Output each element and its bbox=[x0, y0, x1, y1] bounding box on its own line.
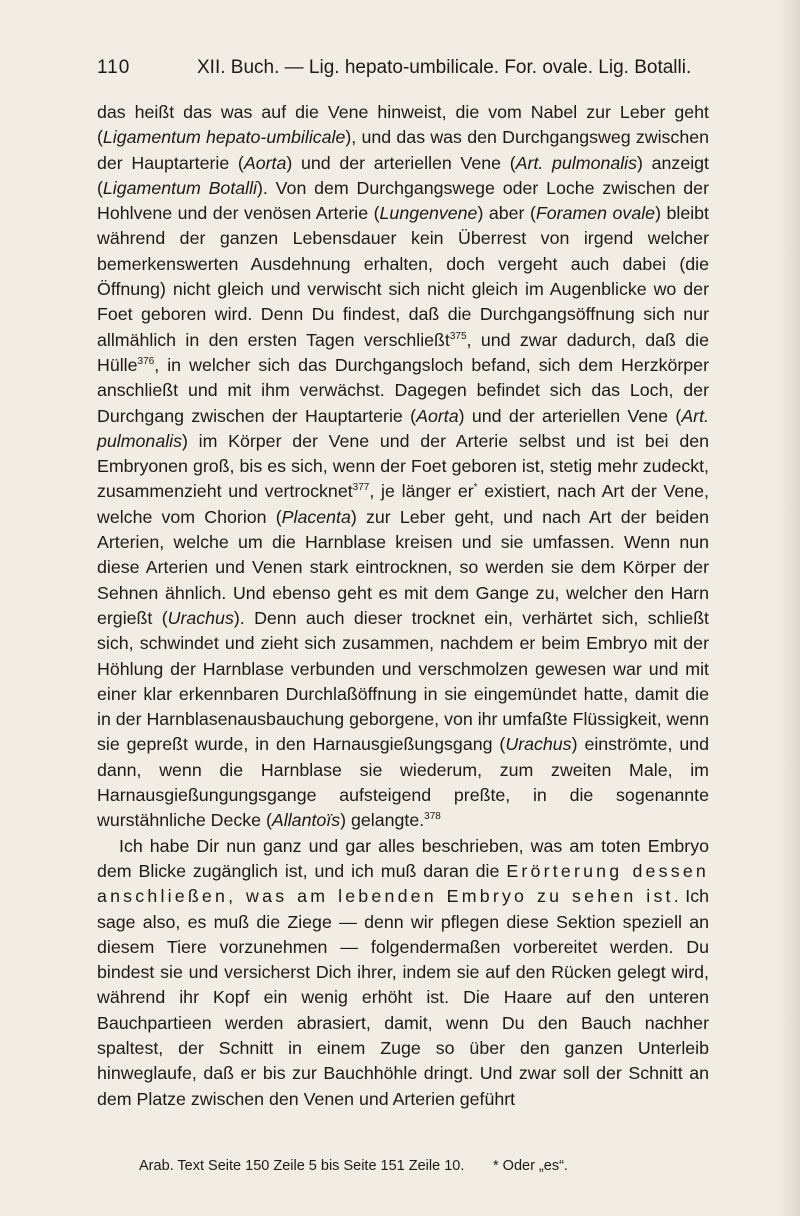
latin-term: Art. pulmonalis bbox=[97, 405, 709, 451]
footnote-marker: * bbox=[473, 482, 478, 494]
text-run: ) gelangte. bbox=[340, 810, 425, 831]
note-number: 378 bbox=[424, 811, 441, 823]
latin-term: Aorta bbox=[416, 405, 459, 426]
page-edge-shadow bbox=[778, 0, 800, 1216]
latin-term: Lungenvene bbox=[379, 203, 478, 224]
running-head: XII. Buch. — Lig. hepato-umbilicale. For. ovale. Lig. Botalli. bbox=[197, 57, 692, 78]
source-reference: Arab. Text Seite 150 Zeile 5 bis Seite 151 Zeile 10. bbox=[139, 1158, 465, 1174]
text-run: ) anzeigt ( bbox=[97, 152, 709, 198]
text-run: ). Von dem Durchgangswege oder Loche zwischen der Hohlvene und der venösen Arterie ( bbox=[97, 177, 709, 224]
text-run: ) zur Leber geht, und nach Art der beiden Arterien, welche um die Harnblase kreisen und sie umfassen. Wenn nun diese Arterien und Venen stark eintrocknen, so werden sie dem Körper der Sehnen ähnlich. Und ebenso geht es mit dem Gange zu, welcher den Harn ergießt ( bbox=[97, 506, 710, 628]
text-run: , und zwar dadurch, daß die Hülle bbox=[97, 329, 710, 375]
text-run: existiert, nach Art der Vene, welche vom Chorion ( bbox=[97, 481, 709, 527]
paragraph-2 bbox=[97, 834, 709, 1112]
text-run: ) und der arteriellen Vene ( bbox=[286, 152, 516, 173]
text-run: ) einströmte, und dann, wenn die Harnblase sie wiederum, zum zweiten Male, im Harnausgießungungsgange aufsteigend preßte, in die sogenannte wurstähnliche Decke ( bbox=[97, 734, 709, 831]
text-run: ). Denn auch dieser trocknet ein, verhärtet sich, schließt sich, schwindet und zieht sich zusammen, nachdem er beim Embryo mit der Höhlung der Harnblase verbunden und verschmolzen gewesen war und mit einer klar erkennbaren Durchlaßöffnung in sie eingemündet hatte, damit die in der Harnblasenausbauchung geborgene, von ihr umfaßte Flüssigkeit, wenn sie gepreßt wurde, in den Harnausgießungsgang ( bbox=[97, 607, 709, 755]
body-text bbox=[97, 100, 709, 1112]
text-run: ) aber ( bbox=[477, 203, 536, 224]
text-run: , je länger er bbox=[369, 481, 474, 502]
note-number: 376 bbox=[137, 356, 155, 368]
note-number: 375 bbox=[449, 330, 467, 342]
latin-term: Art. pulmonalis bbox=[515, 152, 638, 173]
latin-term: Ligamentum Botalli bbox=[102, 177, 258, 198]
text-run: . Ich sage also, es muß die Ziege — denn wir pflegen diese Sektion speziell an diesem Tiere vorzunehmen — folgendermaßen vorbereitet werden. Du bindest sie und versicherst Dich ihrer, indem sie auf den Rücken gelegt wird, während ihr Kopf ein wenig erhöht ist. Die Haare auf den unteren Bauchpartieen werden abrasiert, damit, wenn Du den Bauch nachher spaltest, der Schnitt in einem Zuge so über den ganzen Unterleib hinweglaufe, daß er bis zur Bauchhöhle dringt. Und zwar soll der Schnitt an dem Platze zwischen den Venen und Arterien geführt bbox=[97, 886, 709, 1109]
latin-term: Aorta bbox=[243, 152, 287, 173]
latin-term: Foramen ovale bbox=[535, 203, 656, 224]
text-run: Ich habe Dir nun ganz und gar alles beschrieben, was am toten Embryo dem Blicke zugänglich ist, und ich muß daran die bbox=[97, 835, 709, 881]
footnote: * Oder „es“. bbox=[493, 1158, 568, 1174]
page-footer bbox=[139, 1158, 659, 1174]
latin-term: Urachus bbox=[167, 607, 234, 628]
text-run: ) im Körper der Vene und der Arterie selbst und ist bei den Embryonen groß, bis es sich, wenn der Foet geboren ist, stetig mehr zudeckt, zusammenzieht und vertrocknet bbox=[97, 430, 709, 502]
latin-term: Ligamentum hepato-umbilicale bbox=[102, 127, 346, 148]
text-run: ) bleibt während der ganzen Lebensdauer kein Überrest von irgend welcher bemerkenswerten Ausdehnung erhalten, doch vergeht auch dabei (die Öffnung) nicht gleich und verwischt sich nicht gleich im Augenblicke wo der Foet geboren wird. Denn Du findest, daß die Durchgangsöffnung sich nur allmählich in den ersten Tagen verschließt bbox=[97, 203, 709, 350]
latin-term: Placenta bbox=[281, 506, 351, 527]
text-run: , in welcher sich das Durchgangsloch befand, sich dem Herzkörper anschließt und mit ihm verwächst. Dagegen befindet sich das Loch, der Durchgang zwischen der Hauptarterie ( bbox=[97, 354, 709, 426]
text-run: ), und das was den Durchgangsweg zwischen der Hauptarterie ( bbox=[97, 127, 709, 173]
note-number: 377 bbox=[352, 482, 370, 494]
latin-term: Allantoïs bbox=[271, 810, 341, 831]
latin-term: Urachus bbox=[505, 734, 572, 755]
text-run: ) und der arteriellen Vene ( bbox=[458, 405, 682, 426]
page-header bbox=[97, 57, 697, 87]
page-number: 110 bbox=[97, 57, 131, 78]
paragraph-1 bbox=[97, 100, 709, 834]
text-run: das heißt das was auf die Vene hinweist, die vom Nabel zur Leber geht ( bbox=[97, 102, 709, 148]
spaced-emphasis: Erörterung dessen anschließen, was am lebenden Embryo zu sehen ist bbox=[97, 860, 710, 907]
